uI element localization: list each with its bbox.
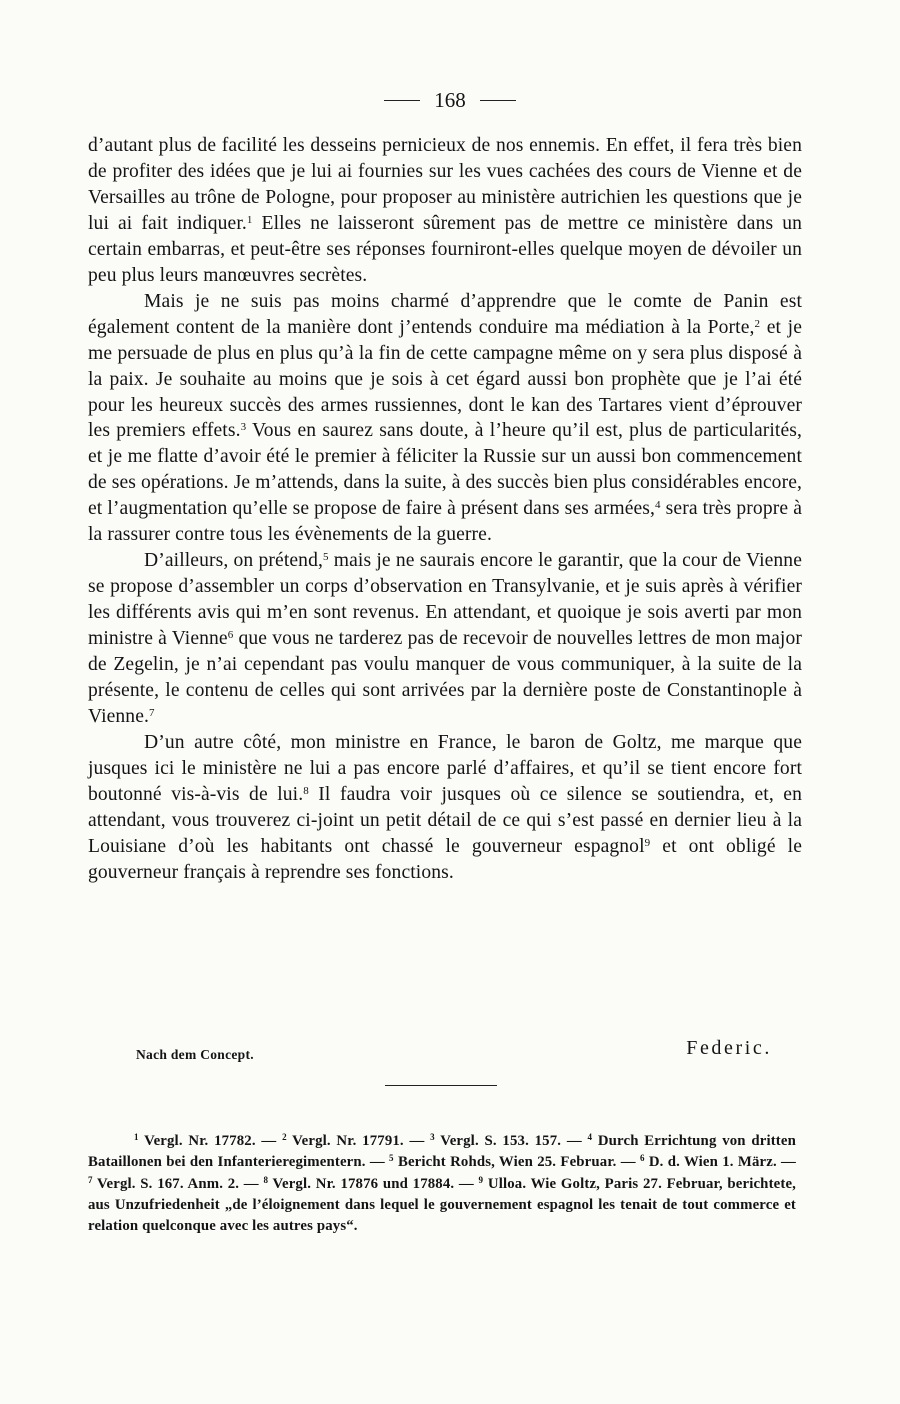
footnote-marker: 6	[227, 629, 234, 642]
paragraph	[88, 548, 802, 730]
text-run: Bericht Rohds, Wien 25. Februar. —	[393, 1154, 640, 1171]
footnote-marker: 3	[240, 421, 247, 434]
text-run: Vergl. Nr. 17782. —	[138, 1133, 283, 1149]
paragraph	[88, 730, 802, 886]
text-run: d’autant plus de facilité les desseins pernicieux de nos ennemis. En effet, il fera très bien de profiter des idées que je lui ai fournies sur les vues cachées des cours de Vienne et de Versailles au trône de Pologne, pour proposer au ministère autrichien les questions que je lui ai fait indiquer.	[88, 135, 802, 234]
footnote-marker: 9	[478, 1174, 484, 1185]
text-run: D’ailleurs, on prétend,	[144, 550, 323, 572]
paragraph	[88, 133, 802, 289]
text-run: Elles ne laisseront sûrement pas de mettre ce ministère dans un certain embarras, et peut-être ses réponses fourniront-elles quelque moyen de dévoiler un peu plus leurs manœuvres secrètes.	[88, 212, 803, 286]
closing	[88, 1037, 802, 1067]
text-run: Vergl. S. 153. 157. —	[434, 1133, 588, 1149]
footnote-marker: 8	[303, 784, 309, 797]
signature: Federic.	[686, 1037, 772, 1059]
text-run: Vergl. Nr. 17791. —	[286, 1133, 431, 1149]
text-run: Il faudra voir jusques où ce silence se soutiendra, et, en attendant, vous trouverez ci-joint un petit détail de ce qui s’est passé en dernier lieu à la Louisiane d’où les habitants ont chassé le gouverneur espagnol	[88, 783, 802, 857]
text-run: Ulloa. Wie Goltz, Paris 27. Februar, berichtete, aus Unzufriedenheit „de l’éloignement dans lequel le gouvernement espagnol les tenait de tout commerce et relation quelconque avec les autres pays“.	[88, 1175, 797, 1235]
paragraph	[88, 289, 802, 549]
text-run: Durch Errichtung von dritten Bataillonen bei den Infanterieregimentern. —	[88, 1133, 796, 1171]
footnote-marker: 1	[246, 213, 253, 226]
text-run: Mais je ne suis pas moins charmé d’apprendre que le comte de Panin est également content de la manière dont j’entends conduire ma médiation à la Porte,	[88, 290, 802, 338]
text-run: Vergl. Nr. 17876 und 17884. —	[268, 1175, 479, 1192]
footnote-marker: 2	[754, 317, 761, 330]
footnote-marker: 5	[322, 551, 329, 564]
footnote-block	[88, 1131, 796, 1237]
footnote-marker: 7	[88, 1174, 93, 1185]
text-run: D’un autre côté, mon ministre en France, le baron de Goltz, me marque que jusques ici le ministère ne lui a pas encore parlé d’affaires, et qu’il se tient encore fort boutonné vis-à-vis de lui.	[88, 731, 802, 805]
letter-body	[88, 133, 802, 886]
footnote-marker: 3	[430, 1132, 435, 1142]
source-note: Nach dem Concept.	[136, 1047, 254, 1062]
text-run: D. d. Wien 1. März. —	[644, 1154, 796, 1171]
page-number: 168	[434, 88, 466, 112]
footnote-marker: 6	[639, 1153, 645, 1164]
footnotes	[88, 1131, 796, 1237]
footnote-separator	[385, 1085, 497, 1086]
footnote-marker: 5	[389, 1153, 394, 1164]
footnote-marker: 8	[263, 1174, 269, 1185]
text-run: Vergl. S. 167. Anm. 2. —	[92, 1175, 264, 1192]
footnote-marker: 4	[655, 499, 661, 512]
page-header	[0, 88, 900, 113]
text-run: Vous en saurez sans doute, à l’heure qu’il est, plus de particularités, et je me flatte d’avoir été le premier à féliciter la Russie sur un aussi bon commencement de ses opérations. Je m’attends, dans la suite, à des succès bien plus considérables encore, et l’augmentation qu’elle se propose de faire à présent dans ses armées,	[88, 420, 802, 520]
footnote-marker: 1	[134, 1132, 139, 1142]
text-run: sera très propre à la rassurer contre tous les évènements de la guerre.	[88, 498, 802, 546]
text-run: que vous ne tarderez pas de recevoir de nouvelles lettres de mon major de Zegelin, je n’ai cependant pas voulu manquer de vous communiquer, à la suite de la présente, le contenu de celles qui sont arrivées par la dernière poste de Constantinople à Vienne.	[88, 628, 803, 727]
footnote-marker: 9	[644, 836, 651, 849]
text-run: et ont obligé le gouverneur français à reprendre ses fonctions.	[88, 835, 802, 883]
header-rule-right	[480, 100, 516, 101]
footnote-marker: 4	[587, 1132, 593, 1142]
text-run: mais je ne saurais encore le garantir, que la cour de Vienne se propose d’assembler un corps d’observation en Transylvanie, et je suis après à vérifier les différents avis qui m’en sont revenus. En attendant, et quoique je sois averti par mon ministre à Vienne	[88, 550, 803, 650]
header-rule-left	[384, 100, 420, 101]
footnote-marker: 7	[149, 706, 155, 719]
text-run: et je me persuade de plus en plus qu’à la fin de cette campagne même on y sera plus disposé à la paix. Je souhaite au moins que je sois à cet égard aussi bon prophète que je l’ai été pour les heureux succès des armes russiennes, dont le kan des Tartares vient d’éprouver les premiers effets.	[88, 316, 802, 442]
footnote-marker: 2	[282, 1132, 287, 1142]
